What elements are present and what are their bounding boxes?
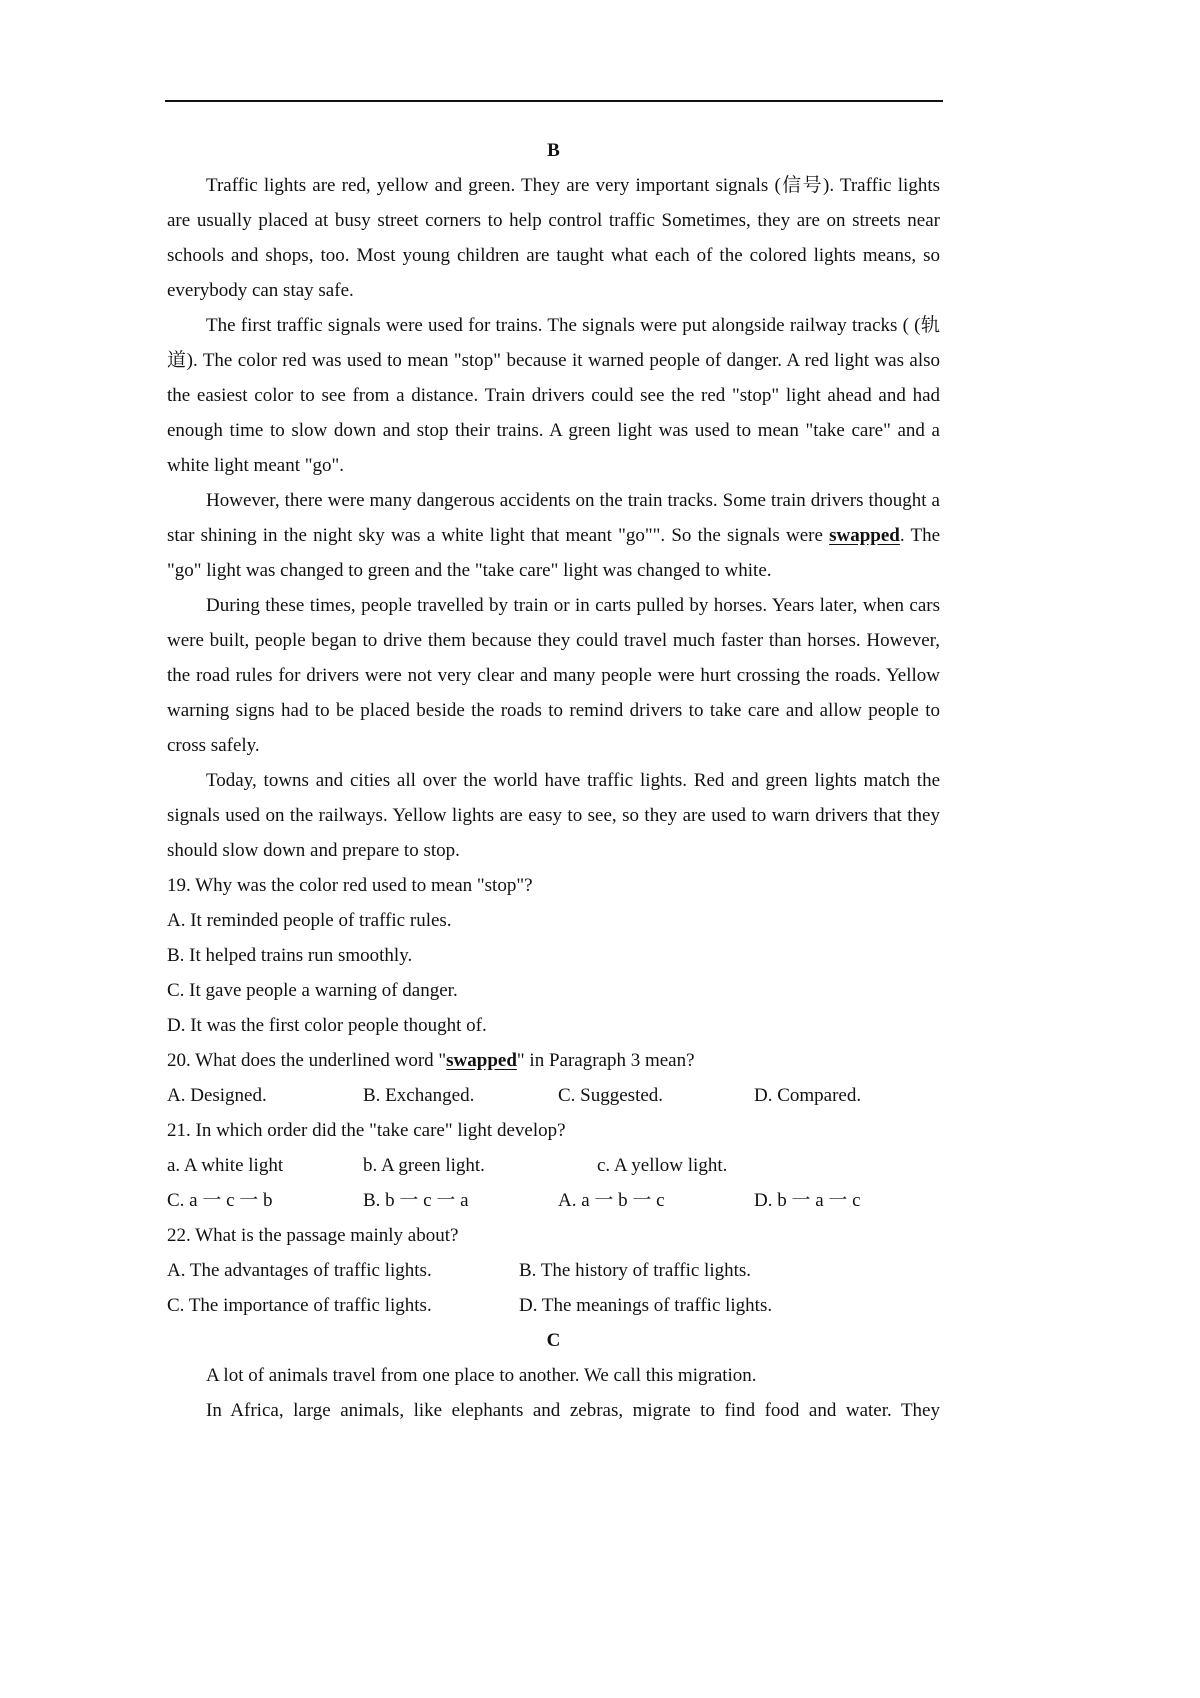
question-20-underlined-word: swapped (446, 1050, 517, 1071)
question-21-option-a: A. a 一 b 一 c (558, 1190, 665, 1211)
question-20-option-b: B. Exchanged. (363, 1085, 475, 1106)
question-22-options-row-1 (167, 1253, 940, 1288)
question-21-option-c: C. a 一 c 一 b (167, 1190, 273, 1211)
question-19-option-a: A. It reminded people of traffic rules. (167, 910, 452, 931)
question-20-options (167, 1078, 940, 1113)
question-19-stem: 19. Why was the color red used to mean "stop"? (167, 875, 533, 896)
question-21-item-a: a. A white light (167, 1155, 284, 1176)
question-20-stem (167, 1043, 940, 1078)
header-rule (165, 100, 943, 102)
section-c-title: C (546, 1330, 561, 1351)
question-21-option-d: D. b 一 a 一 c (754, 1190, 861, 1211)
question-21-items (167, 1148, 940, 1183)
question-20-stem-after: " in Paragraph 3 mean? (516, 1050, 695, 1071)
question-22-options-row-2 (167, 1288, 940, 1323)
paragraph-3-text-after: . The "go" light was changed to green and the "take care" light was changed to white. (167, 525, 941, 581)
underlined-word-swapped: swapped (829, 525, 900, 546)
question-21-options (167, 1183, 940, 1218)
passage-b-paragraph-2: The first traffic signals were used for trains. The signals were put alongside railway tracks ( (轨道). The color red was used to mean "stop" because it warned people of danger. A red light was also the easiest color to see from a distance. Train drivers could see the red "stop" light ahead and had enough time to slow down and stop their trains. A green light was used to mean "take care" and a white light meant "go". (167, 315, 940, 476)
passage-b-paragraph-3 (167, 483, 940, 588)
question-20-option-d: D. Compared. (754, 1085, 862, 1106)
question-22-stem: 22. What is the passage mainly about? (167, 1225, 459, 1246)
passage-b-paragraph-5: Today, towns and cities all over the world have traffic lights. Red and green lights match the signals used on the railways. Yellow lights are easy to see, so they are used to warn drivers that they should slow down and prepare to stop. (167, 770, 940, 861)
question-22-option-b: B. The history of traffic lights. (519, 1260, 752, 1281)
question-22-option-a: A. The advantages of traffic lights. (167, 1260, 432, 1281)
question-20-option-c: C. Suggested. (558, 1085, 664, 1106)
passage-b-paragraph-1: Traffic lights are red, yellow and green. They are very important signals (信号). Traffic lights are usually placed at busy street corners to help control traffic Sometimes, they are on streets near schools and shops, too. Most young children are taught what each of the colored lights means, so everybody can stay safe. (167, 175, 940, 301)
passage-c-paragraph-1: A lot of animals travel from one place to another. We call this migration. (206, 1365, 757, 1386)
question-19-option-b: B. It helped trains run smoothly. (167, 945, 413, 966)
question-22-option-d: D. The meanings of traffic lights. (519, 1295, 773, 1316)
passage-b-paragraph-4: During these times, people travelled by train or in carts pulled by horses. Years later, when cars were built, people began to drive them because they could travel much faster than horses. However, the road rules for drivers were not very clear and many people were hurt crossing the roads. Yellow warning signs had to be placed beside the roads to remind drivers to take care and allow people to cross safely. (167, 595, 940, 756)
question-19-option-c: C. It gave people a warning of danger. (167, 980, 458, 1001)
paragraph-3-text-before: However, there were many dangerous accidents on the train tracks. Some train drivers thought a star shining in the night sky was a white light that meant "go"". So the signals were (167, 490, 940, 546)
question-20-stem-before: 20. What does the underlined word " (167, 1050, 447, 1071)
question-21-item-c: c. A yellow light. (597, 1155, 728, 1176)
question-21-item-b: b. A green light. (363, 1155, 485, 1176)
question-20-option-a: A. Designed. (167, 1085, 267, 1106)
question-19-option-d: D. It was the first color people thought of. (167, 1015, 487, 1036)
question-21-stem: 21. In which order did the "take care" light develop? (167, 1120, 566, 1141)
question-22-option-c: C. The importance of traffic lights. (167, 1295, 432, 1316)
document-body (167, 133, 940, 1428)
question-21-option-b: B. b 一 c 一 a (363, 1190, 469, 1211)
passage-c-paragraph-2: In Africa, large animals, like elephants and zebras, migrate to find food and water. They (206, 1400, 940, 1421)
section-b-title: B (547, 140, 560, 161)
